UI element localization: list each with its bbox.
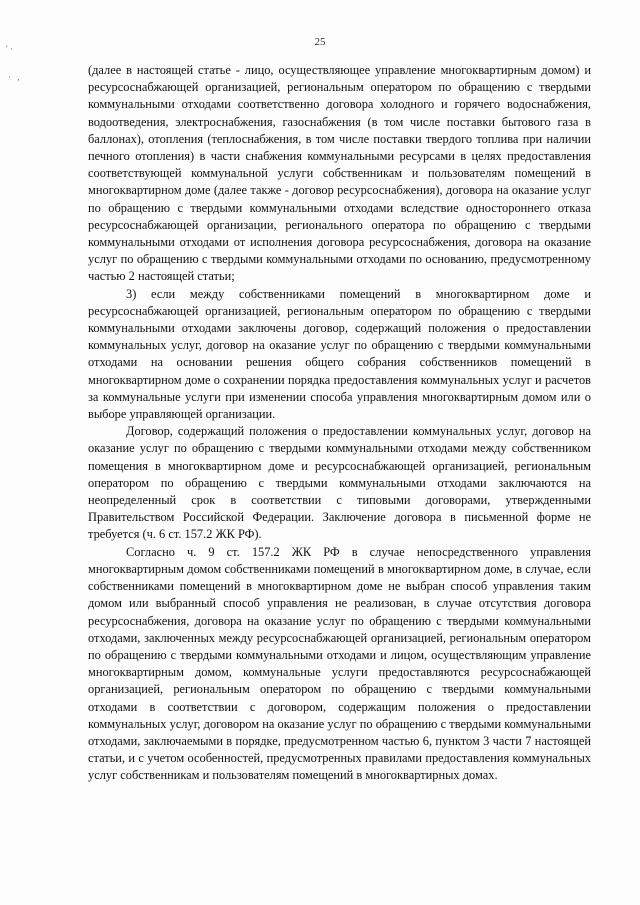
margin-mark: ' · — [6, 44, 13, 54]
paragraph-continuation: (далее в настоящей статье - лицо, осуществляющее управление многоквартирным домом) и ресурсоснабжающей организацией, региональным оператором по обращению с твердыми коммунальными отходами соответственно договора холодного и горячего водоснабжения, водоотведения, электроснабжения, газоснабжения (в том числе поставки бытового газа в баллонах), отопления (теплоснабжения, в том числе поставки твердого топлива при наличии печного отопления) в части снабжения коммунальными ресурсами в целях предоставления соответствующей коммунальной услуги собственникам и пользователям помещений в многоквартирном доме (далее также - договор ресурсоснабжения), договора на оказание услуг по обращению с твердыми коммунальными отходами вследствие одностороннего отказа ресурсоснабжающей организации, регионального оператора по обращению с твердыми коммунальными отходами от исполнения договора ресурсоснабжения, договора на оказание услуг по обращению с твердыми коммунальными отходами по основанию, предусмотренному частью 2 настоящей статьи; — [88, 63, 591, 284]
document-body — [88, 62, 591, 785]
margin-mark: · , — [8, 72, 22, 82]
paragraph-item-3: 3) если между собственниками помещений в многоквартирном доме и ресурсоснабжающей организацией, региональным оператором по обращению с твердыми коммунальными отходами заключены договор, содержащий положения о предоставлении коммунальных услуг, договор на оказание услуг по обращению с твердыми коммунальными отходами на основании решения общего собрания собственников помещений в многоквартирном доме о сохранении порядка предоставления коммунальных услуг и расчетов за коммунальные услуги при изменении способа управления многоквартирным домом или о выборе управляющей организации. — [88, 286, 591, 422]
paragraph-article-9: Согласно ч. 9 ст. 157.2 ЖК РФ в случае непосредственного управления многоквартирным домом собственниками помещений в многоквартирном доме, в случае, если собственниками помещений в многоквартирном доме не выбран способ управления таким домом или выбранный способ управления не реализован, в случае отсутствия договора ресурсоснабжения, договора на оказание услуг по обращению с твердыми коммунальными отходами, заключенных между ресурсоснабжающей организацией, региональным оператором по обращению с твердыми коммунальными отходами и лицом, осуществляющим управление многоквартирным домом, коммунальные услуги предоставляются ресурсоснабжающей организацией, региональным оператором по обращению с твердыми коммунальными отходами в соответствии с договором, содержащим положения о предоставлении коммунальных услуг, договором на оказание услуг по обращению с твердыми коммунальными отходами, заключаемыми в порядке, предусмотренном частью 6, пунктом 3 части 7 настоящей статьи, и с учетом особенностей, предусмотренных правилами предоставления коммунальных услуг собственникам и пользователям помещений в многоквартирных домах. — [88, 544, 591, 783]
page-number: 25 — [314, 36, 326, 48]
paragraph-contract: Договор, содержащий положения о предоставлении коммунальных услуг, договор на оказание услуг по обращению с твердыми коммунальными отходами между собственником помещения в многоквартирном доме и ресурсоснабжающей организацией, региональным оператором по обращению с твердыми коммунальными отходами заключаются на неопределенный срок в соответствии с типовыми договорами, утвержденными Правительством Российской Федерации. Заключение договора в письменной форме не требуется (ч. 6 ст. 157.2 ЖК РФ). — [88, 424, 591, 542]
